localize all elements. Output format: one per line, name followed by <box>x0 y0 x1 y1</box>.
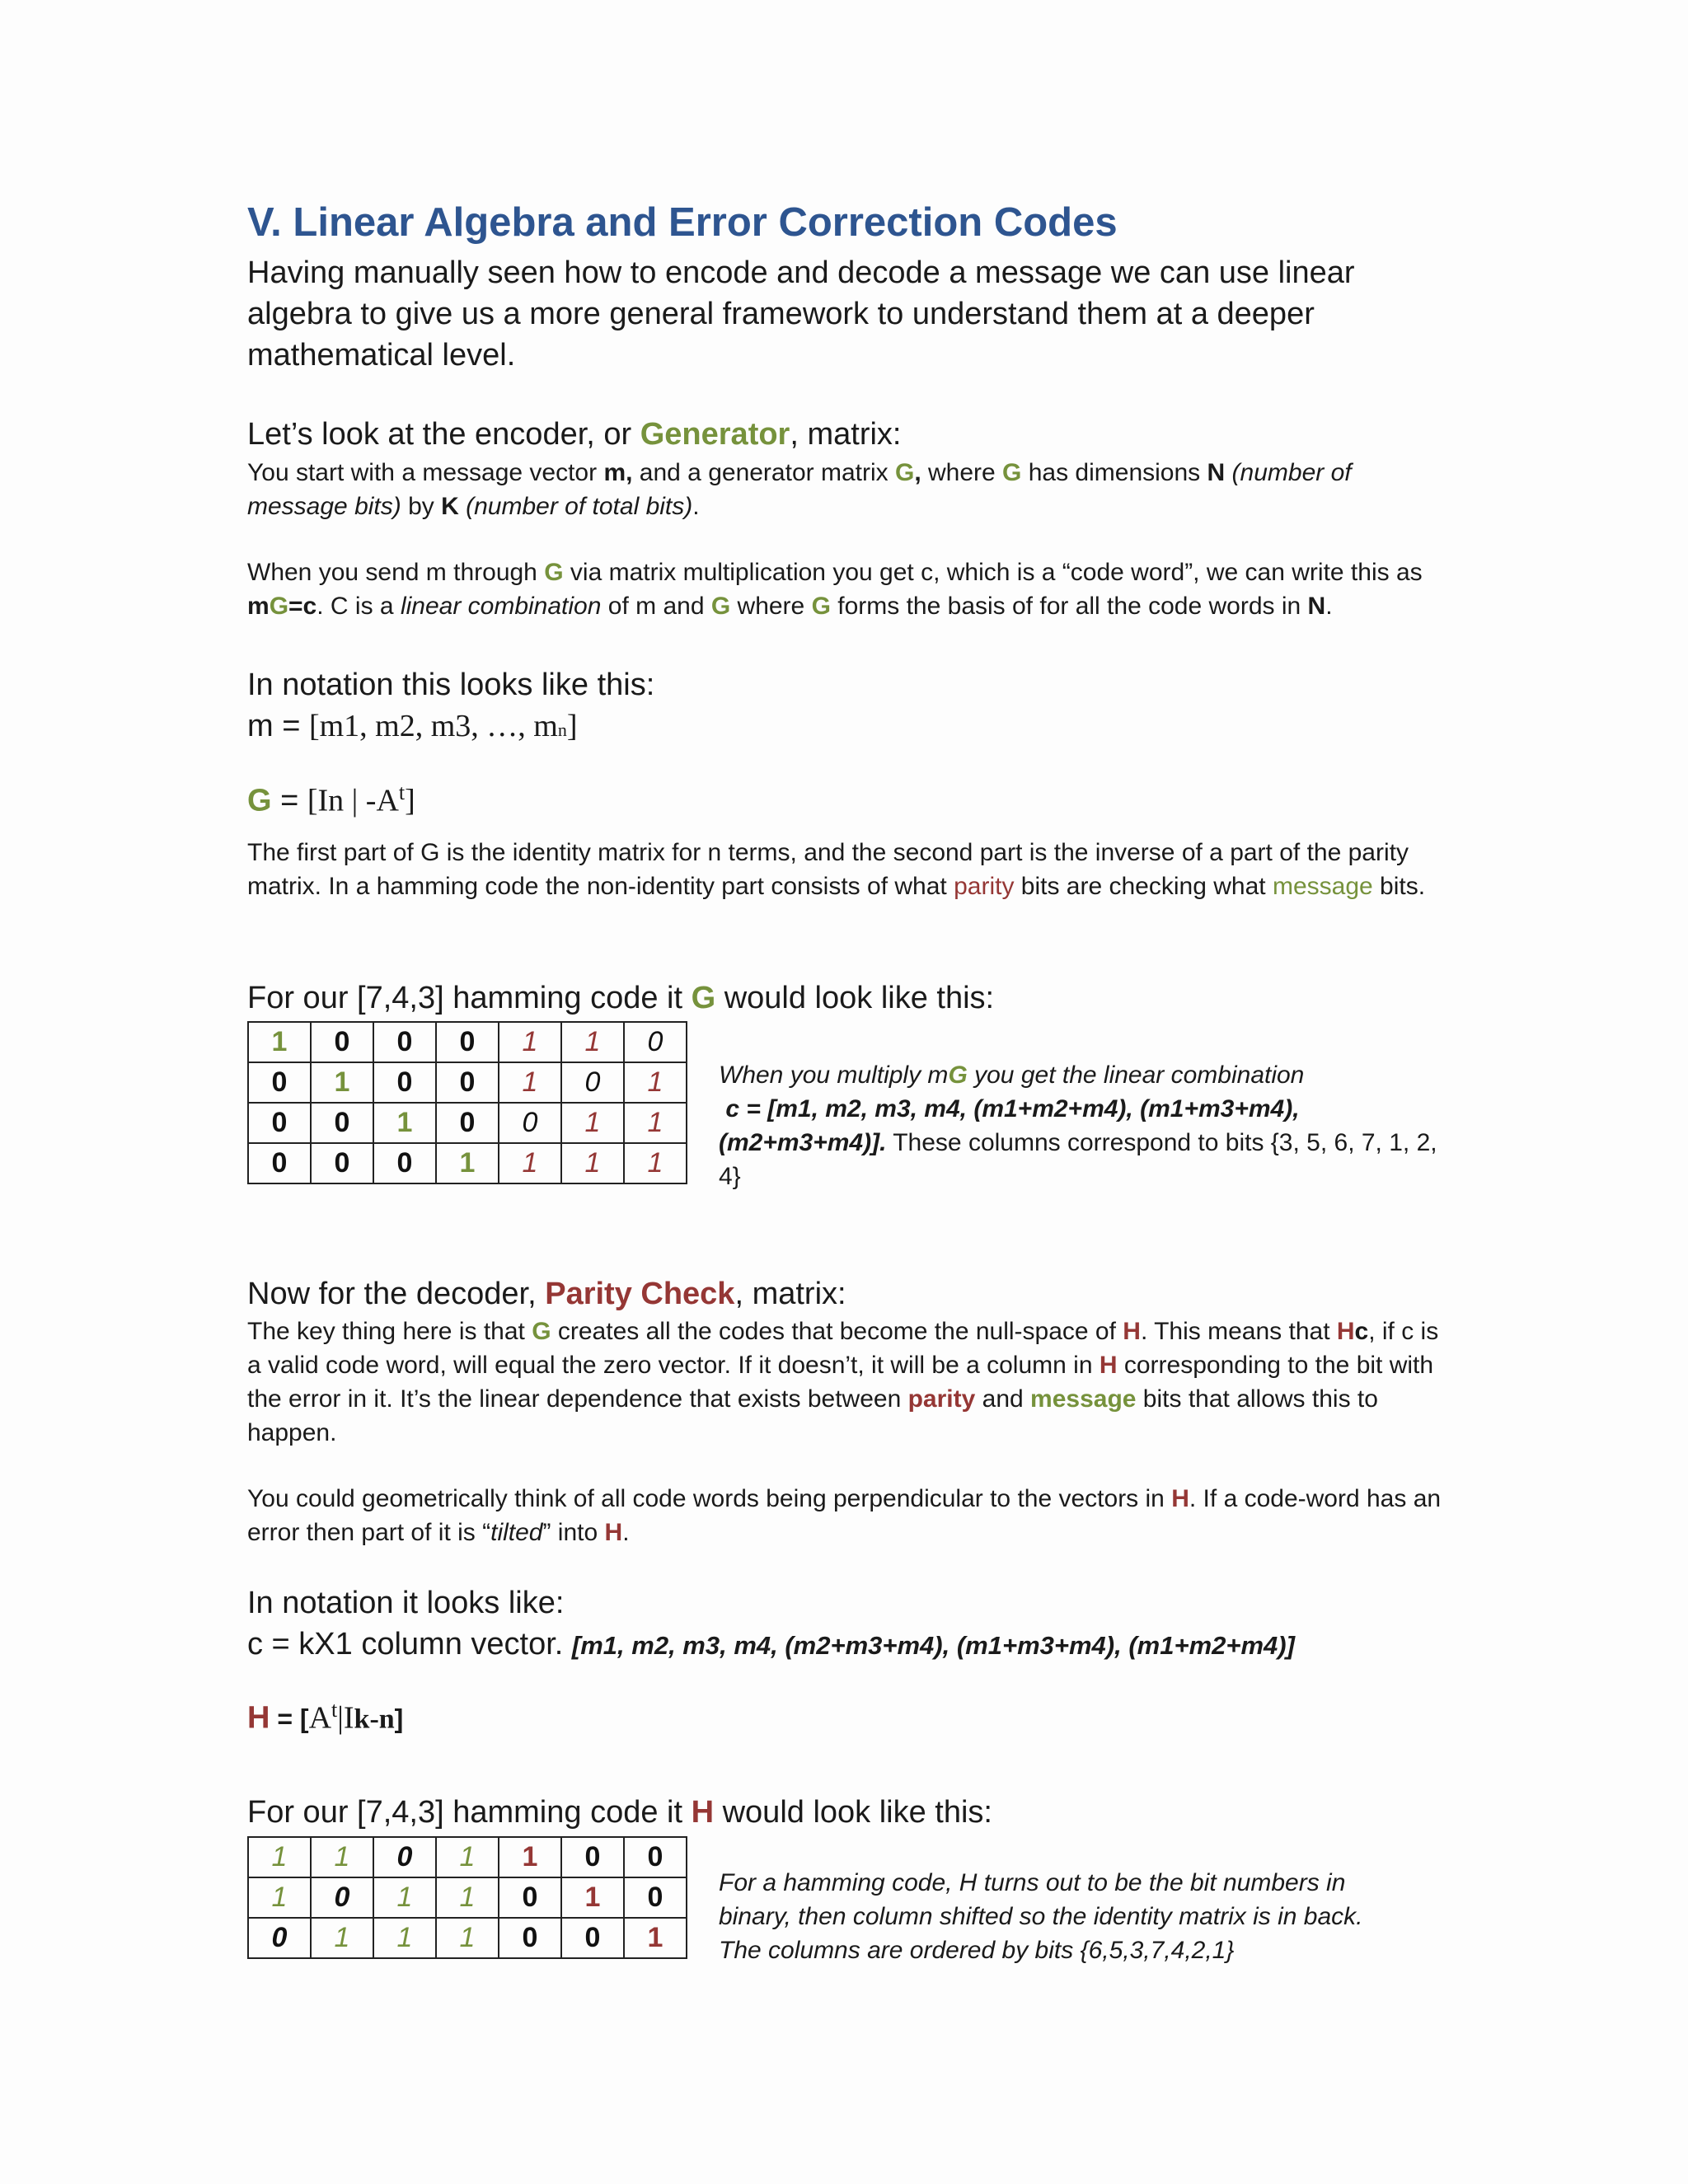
matrix-cell: 1 <box>436 1877 499 1918</box>
table-row <box>248 1062 687 1103</box>
matrix-cell: 0 <box>248 1918 311 1958</box>
matrix-cell: 1 <box>373 1877 436 1918</box>
matrix-cell: 1 <box>436 1837 499 1877</box>
matrix-cell: 1 <box>561 1877 624 1918</box>
intro-paragraph: Having manually seen how to encode and decode a message we can use linear algebra to give us a more general framework to understand them at a deeper mathematical level. <box>247 255 1355 373</box>
matrix-cell: 0 <box>311 1103 373 1143</box>
matrix-cell: 0 <box>373 1022 436 1062</box>
matrix-cell: 0 <box>373 1837 436 1877</box>
matrix-cell: 0 <box>499 1103 561 1143</box>
table-row <box>248 1918 687 1958</box>
page-title: V. Linear Algebra and Error Correction Codes <box>247 200 1118 245</box>
matrix-cell: 0 <box>311 1143 373 1183</box>
table-row <box>248 1103 687 1143</box>
decoder-paragraph-2: You could geometrically think of all code words being perpendicular to the vectors in H. If a code-word has an error then part of it is “tilted” into H. <box>247 1485 1442 1546</box>
parity-check-matrix-table <box>247 1836 687 1959</box>
matrix-cell: 1 <box>311 1062 373 1103</box>
matrix-cell: 0 <box>561 1837 624 1877</box>
matrix-cell: 1 <box>624 1103 687 1143</box>
matrix-cell: 0 <box>248 1103 311 1143</box>
generator-notation: G = [In | $-A^t$] <box>247 780 415 818</box>
generator-matrix-table <box>247 1021 687 1184</box>
matrix-cell: 0 <box>499 1877 561 1918</box>
table-row <box>248 1022 687 1062</box>
matrix-cell: 0 <box>624 1877 687 1918</box>
matrix-cell: 1 <box>561 1103 624 1143</box>
matrix-cell: 1 <box>248 1877 311 1918</box>
matrix-cell: 1 <box>499 1022 561 1062</box>
matrix-cell: 0 <box>561 1918 624 1958</box>
parity-matrix-heading: For our [7,4,3] hamming code it H would look like this: <box>247 1795 992 1830</box>
matrix-cell: 1 <box>624 1062 687 1103</box>
matrix-cell: 0 <box>436 1022 499 1062</box>
matrix-cell: 0 <box>436 1103 499 1143</box>
decoder-notation-heading: In notation it looks like: <box>247 1586 565 1620</box>
matrix-cell: 0 <box>624 1837 687 1877</box>
encoder-paragraph-1: You start with a message vector m, and a generator matrix G, where G has dimensions N (number of message bits) by K (number of total bits). <box>247 459 1352 520</box>
generator-matrix-heading: For our [7,4,3] hamming code it G would look like this: <box>247 981 995 1015</box>
matrix-cell: 0 <box>499 1918 561 1958</box>
matrix-cell: 1 <box>436 1918 499 1958</box>
matrix-cell: 0 <box>624 1022 687 1062</box>
matrix-cell: 0 <box>248 1062 311 1103</box>
matrix-cell: 1 <box>624 1918 687 1958</box>
decoder-heading: Now for the decoder, Parity Check, matrix: <box>247 1277 846 1311</box>
encoder-notation-heading: In notation this looks like this: <box>247 668 655 702</box>
matrix-cell: 0 <box>373 1062 436 1103</box>
encoder-paragraph-3: The first part of G is the identity matrix for n terms, and the second part is the inverse of a part of the parity matrix. In a hamming code the non-identity part consists of what parity bits are checking what message bits. <box>247 839 1426 900</box>
matrix-cell: 1 <box>373 1103 436 1143</box>
table-row <box>248 1837 687 1877</box>
table-row <box>248 1143 687 1183</box>
matrix-cell: 0 <box>373 1143 436 1183</box>
matrix-cell: 1 <box>436 1143 499 1183</box>
matrix-cell: 1 <box>624 1143 687 1183</box>
matrix-cell: 1 <box>311 1918 373 1958</box>
matrix-cell: 1 <box>248 1022 311 1062</box>
message-vector-notation: m = [m1, m2, m3, …, mn] <box>247 709 578 743</box>
parity-check-notation: $H = [A^t|Ik-n]$ <box>247 1698 404 1736</box>
matrix-cell: 1 <box>561 1022 624 1062</box>
matrix-cell: 1 <box>248 1837 311 1877</box>
parity-check-note: For a hamming code, H turns out to be the bit numbers in binary, then column shifted so the identity matrix is in back. The columns are ordered by bits {6,5,3,7,4,2,1} <box>719 1869 1363 1964</box>
matrix-cell: 0 <box>311 1877 373 1918</box>
matrix-cell: 0 <box>248 1143 311 1183</box>
matrix-cell: 0 <box>311 1022 373 1062</box>
matrix-cell: 1 <box>499 1837 561 1877</box>
decoder-paragraph-1: The key thing here is that G creates all the codes that become the null-space of H. This means that Hc, if c is a valid code word, will equal the zero vector. If it doesn’t, it will be a column in H corresponding to the bit with the error in it. It’s the linear dependence that exists between parity and message bits that allows this to happen. <box>247 1318 1439 1446</box>
table-row <box>248 1877 687 1918</box>
encoder-heading: Let’s look at the encoder, or Generator, matrix: <box>247 417 902 452</box>
matrix-cell: 1 <box>311 1837 373 1877</box>
matrix-cell: 1 <box>499 1062 561 1103</box>
generator-note: When you multiply mG you get the linear combination c = [m1, m2, m3, m4, (m1+m2+m4), (m1+m3+m4), (m2+m3+m4)]. These columns correspond to bits {3, 5, 6, 7, 1, 2, 4} <box>719 1062 1437 1190</box>
matrix-cell: 1 <box>499 1143 561 1183</box>
codeword-vector-notation: c = kX1 column vector. [m1, m2, m3, m4, (m2+m3+m4), (m1+m3+m4), (m1+m2+m4)] <box>247 1627 1295 1661</box>
matrix-cell: 0 <box>436 1062 499 1103</box>
matrix-cell: 0 <box>561 1062 624 1103</box>
matrix-cell: 1 <box>561 1143 624 1183</box>
matrix-cell: 1 <box>373 1918 436 1958</box>
encoder-paragraph-2: When you send m through G via matrix multiplication you get c, which is a “code word”, we can write this as mG=c. C is a linear combination of m and G where G forms the basis of for all the code words in N. <box>247 559 1423 620</box>
